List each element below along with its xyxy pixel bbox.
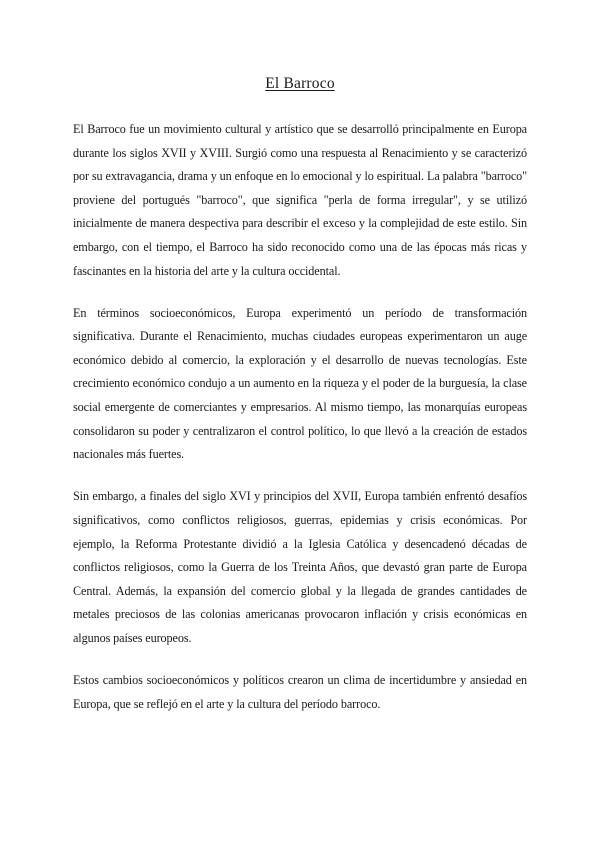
paragraph-4: Estos cambios socioeconómicos y políticos crearon un clima de incertidumbre y ansiedad en Europa, que se reflejó en el arte y la cultura del período barroco. bbox=[73, 672, 527, 711]
document-body bbox=[73, 118, 527, 735]
paragraph-3: Sin embargo, a finales del siglo XVI y principios del XVII, Europa también enfrentó desafíos significativos, como conflictos religiosos, guerras, epidemias y crisis económicas. Por ejemplo, la Reforma Protestante dividió a la Iglesia Católica y desencadenó décadas de conflictos religiosos, como la Guerra de los Treinta Años, que devastó gran parte de Europa Central. Además, la expansión del comercio global y la llegada de grandes cantidades de metales preciosos de las colonias americanas provocaron inflación y crisis económicas en algunos países europeos. bbox=[73, 489, 527, 645]
document-title: El Barroco bbox=[265, 75, 335, 92]
paragraph-2: En términos socioeconómicos, Europa experimentó un período de transformación significativa. Durante el Renacimiento, muchas ciudades europeas experimentaron un auge económico debido al comercio, la exploración y el desarrollo de nuevas tecnologías. Este crecimiento económico condujo a un aumento en la riqueza y el poder de la burguesía, la clase social emergente de comerciantes y empresarios. Al mismo tiempo, las monarquías europeas consolidaron su poder y centralizaron el control político, lo que llevó a la creación de estados nacionales más fuertes. bbox=[73, 305, 527, 462]
paragraph-1: El Barroco fue un movimiento cultural y artístico que se desarrolló principalmente en Europa durante los siglos XVII y XVIII. Surgió como una respuesta al Renacimiento y se caracterizó por su extravagancia, drama y un enfoque en lo emocional y lo espiritual. La palabra "barroco" proviene del portugués "barroco", que significa "perla de forma irregular", y se utilizó inicialmente de manera despectiva para describir el exceso y la complejidad de este estilo. Sin embargo, con el tiempo, el Barroco ha sido reconocido como una de las épocas más ricas y fascinantes en la historia del arte y la cultura occidental. bbox=[73, 122, 527, 278]
